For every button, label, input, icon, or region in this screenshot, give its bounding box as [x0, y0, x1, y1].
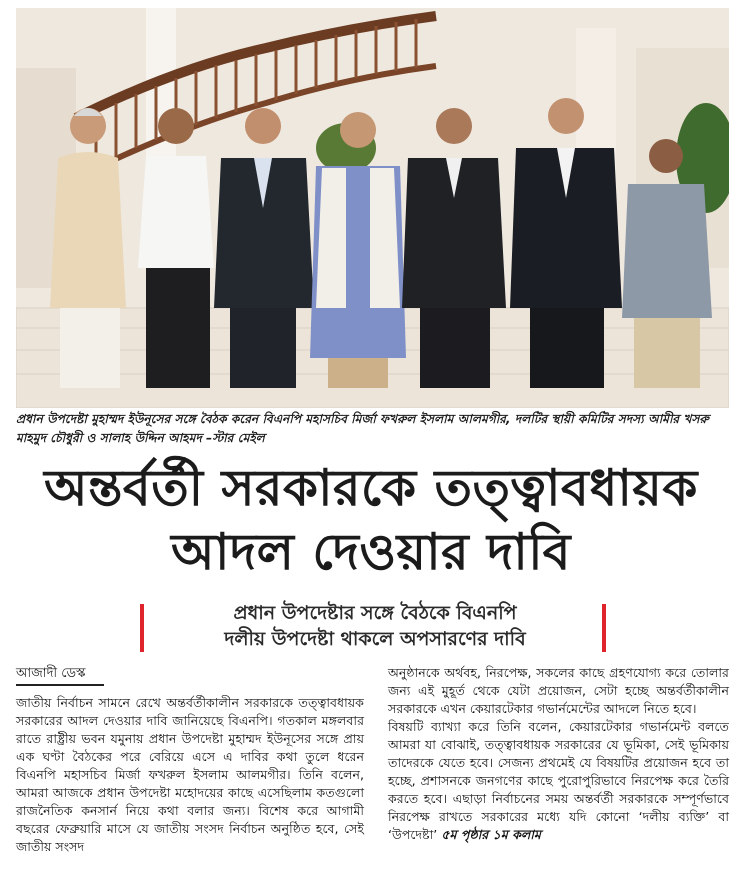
headline-line-2: আদল দেওয়ার দাবি — [171, 523, 571, 581]
column-2-paragraph-2-text: বিষয়টি ব্যাখ্যা করে তিনি বলেন, কেয়ারটেকার গভার্নমেন্ট বলতে আমরা যা বোঝাই, তত্ত্বাবধায়ক সরকারের যে ভূমিকা, সেই ভূমিকায় তাদেরকে যেতে হবে। সেজন্য প্রথমেই যে বিষয়টির প্রয়োজন হবে তা হচ্ছে, প্রশাসনকে জনগণের কাছে পুরোপুরিভাবে নিরপেক্ষ করে তৈরি করতে হবে। এছাড়া নির্বাচনের সময় অন্তর্বর্তী সরকারকে সম্পূর্ণভাবে নিরপেক্ষ রাখতে সরকারের মধ্যে যদি কোনো ‘দলীয় ব্যক্তি’ বা ‘উপদেষ্টা’ — [388, 719, 729, 842]
column-1-text: জাতীয় নির্বাচন সামনে রেখে অন্তর্বর্তীকালীন সরকারকে তত্ত্বাবধায়ক সরকারের আদল দেওয়ার দাবি জানিয়েছে বিএনপি। গতকাল মঙ্গলবার রাতে রাষ্ট্রীয় ভবন যমুনায় প্রধান উপদেষ্টা মুহাম্মদ ইউনূসের সঙ্গে প্রায় এক ঘণ্টা বৈঠকের পরে বেরিয়ে এসে এ দাবির কথা তুলে ধরেন বিএনপি মহাসচিব মির্জা ফখরুল ইসলাম আলমগীর। তিনি বলেন, আমরা আজকে প্রধান উপদেষ্টা মহোদয়ের কাছে এসেছিলাম কতগুলো রাজনৈতিক কনসার্ন নিয়ে কথা বলার জন্য। বিশেষ করে আগামী বছরের ফেব্রুয়ারি মাসে যে জাতীয় সংসদ নির্বাচন অনুষ্ঠিত হবে, সেই জাতীয় সংসদ — [16, 695, 364, 854]
continuation-jump-link[interactable]: ৫ম পৃষ্ঠার ১ম কলাম — [441, 827, 541, 842]
group-photo-illustration — [16, 8, 729, 408]
photo-caption: প্রধান উপদেষ্টা মুহাম্মদ ইউনূসের সঙ্গে বৈঠক করেন বিএনপি মহাসচিব মির্জা ফখরুল ইসলাম আলমগীর, দলটির স্থায়ী কমিটির সদস্য আমীর খসরু মাহমুদ চৌধুরী ও সালাহ উদ্দিন আহমদ –স্টার মেইল — [16, 412, 709, 445]
subhead-line-2: দলীয় উপদেষ্টা থাকলে অপসারণের দাবি — [224, 628, 526, 650]
column-2-paragraph-1: অনুষ্ঠানকে অর্থবহ, নিরপেক্ষ, সকলের কাছে গ্রহণযোগ্য করে তোলার জন্য এই মুহূর্ত থেকে যেটা প্রয়োজন, সেটা হচ্ছে অন্তর্বর্তীকালীন সরকারকে এখন কেয়ারটেকার গভার্নমেন্টের আদলে নিতে হবে। — [388, 665, 729, 716]
subhead-line-1: প্রধান উপদেষ্টার সঙ্গে বৈঠকে বিএনপি — [233, 602, 517, 624]
subheadline — [150, 600, 600, 652]
subhead-accent-bar-right — [602, 604, 606, 652]
news-photo — [16, 8, 729, 408]
article-column-2 — [388, 664, 729, 844]
headline-line-1: অন্তর্বর্তী সরকারকে তত্ত্বাবধায়ক — [44, 459, 698, 517]
byline-rule — [16, 684, 104, 686]
article-column-1 — [16, 694, 364, 856]
headline — [0, 456, 742, 584]
byline: আজাদী ডেস্ক — [16, 666, 86, 681]
subhead-accent-bar-left — [140, 604, 144, 652]
column-2-paragraph-2 — [388, 718, 729, 844]
